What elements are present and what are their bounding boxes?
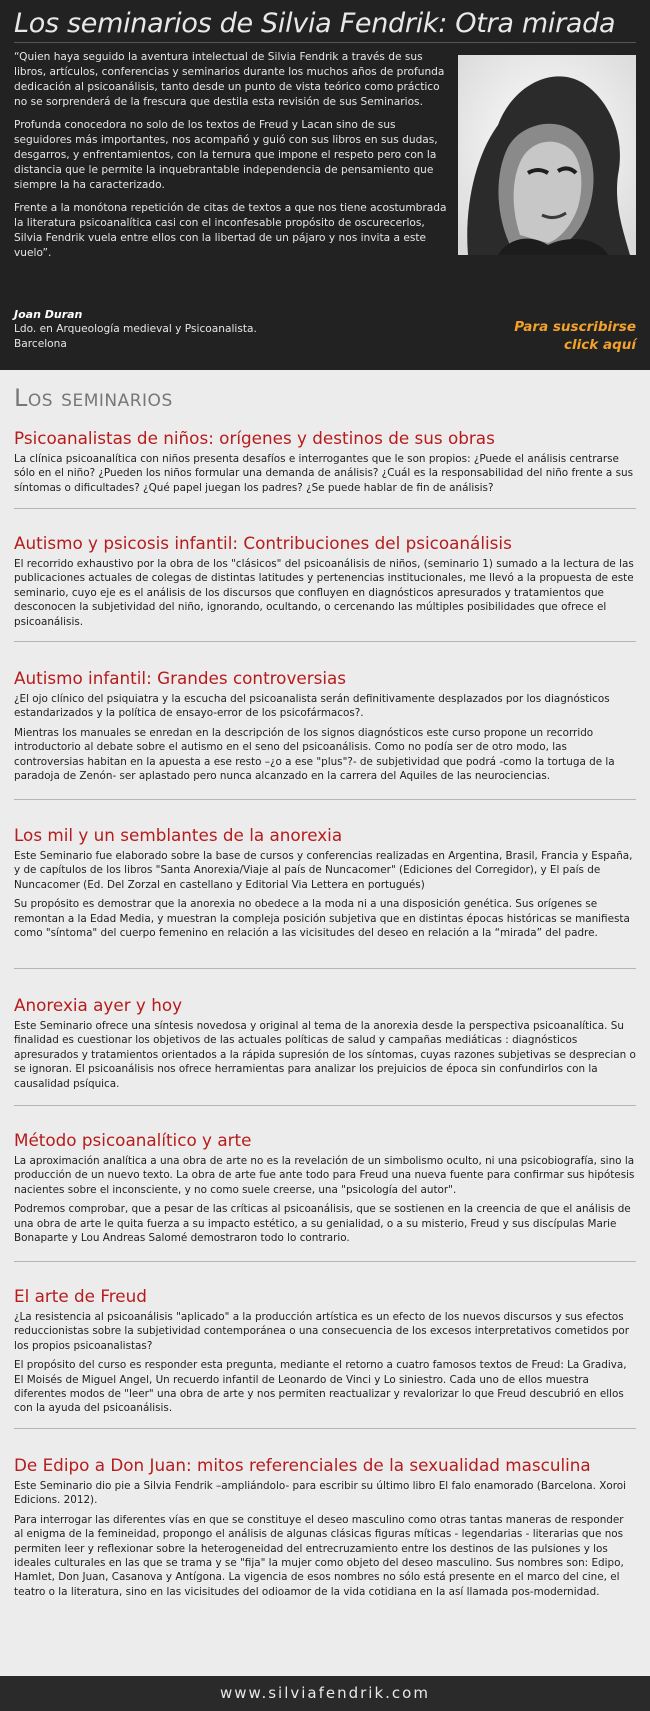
seminar-paragraph: Podremos comprobar, que a pesar de las críticas al psicoanálisis, que se sostienen en la creencia de que el análisis de una obra de arte le quita fuerza a su impacto estético, a su genialidad, o a su misterio, Freud y sus discípulas Marie Bonaparte y Lou Andreas Salomé demostraron todo lo contrario.	[14, 1203, 631, 1245]
seminar-title: Psicoanalistas de niños: orígenes y destinos de sus obras	[14, 428, 495, 448]
seminar-title: Anorexia ayer y hoy	[14, 995, 183, 1015]
seminar-item	[14, 1130, 636, 1250]
seminar-divider	[14, 1261, 636, 1262]
seminar-divider	[14, 1105, 636, 1106]
seminar-item	[14, 428, 636, 500]
seminar-title: Método psicoanalítico y arte	[14, 1130, 252, 1150]
page-title: Los seminarios de Silvia Fendrik: Otra mirada	[14, 8, 616, 39]
seminar-paragraph: Para interrogar las diferentes vías en que se constituye el deseo masculino como otras tantas maneras de responder al enigma de la femineidad, propongo el análisis de algunas clásicas figuras míticas - legendarias - literarias que nos permiten leer y reflexionar sobre la heterogeneidad del entrecruzamiento entre los destinos de las pulsiones y los ideales culturales en las que se trama y se "fija" la mujer como objeto del deseo masculino. Sus nombres son: Edipo, Hamlet, Don Juan, Casanova y Antígona. La vigencia de esos nombres no sólo está presente en el marco del cine, el teatro o la literatura, sino en las vicisitudes del odioamor de la vida cotidiana en la así llamada pos-modernidad.	[14, 1513, 624, 1598]
seminar-divider	[14, 641, 636, 642]
portrait-image	[458, 55, 636, 255]
seminar-divider	[14, 508, 636, 509]
seminar-paragraph: Este Seminario ofrece una síntesis novedosa y original al tema de la anorexia desde la perspectiva psicoanalítica. Su finalidad es cuestionar los objetivos de las actuales políticas de salud y campañas mediáticas : diagnósticos apresurados y tratamientos orientados a la rápida supresión de los síntomas, cuyas razones subjetivas se desprecian o se ignoran. El psicoanálisis nos ofrece herramientas para analizar los prejuicios de época sin confundirlos con la causalidad psíquica.	[14, 1020, 636, 1090]
seminar-title: Autismo infantil: Grandes controversias	[14, 668, 347, 688]
seminar-divider	[14, 799, 636, 800]
seminar-item	[14, 533, 636, 634]
seminar-item	[14, 995, 636, 1096]
seminar-paragraph: Su propósito es demostrar que la anorexia no obedece a la moda ni a una disposición genética. Sus orígenes se remontan a la Edad Media, y muestran la compleja posición subjetiva que en distintas épocas históricas se manifiesta como "síntoma" del cuerpo femenino en relación a las vicisitudes del deseo en relación a la “mirada” del padre.	[14, 898, 630, 940]
seminar-paragraph: ¿La resistencia al psicoanálisis "aplicado" a la producción artística es un efecto de los nuevos discursos y sus efectos reduccionistas sobre la subjetividad contemporánea o una consecuencia de los excesos interpretativos cometidos por los propios psicoanalistas?	[14, 1311, 630, 1352]
author-role: Ldo. en Arqueología medieval y Psicoanalista.	[14, 323, 257, 335]
site-url-link[interactable]: www.silviafendrik.com	[220, 1684, 430, 1702]
author-portrait-photo	[458, 55, 636, 255]
seminar-divider	[14, 968, 636, 969]
section-title: Los seminarios	[14, 384, 173, 412]
seminar-item	[14, 825, 636, 945]
author-name: Joan Duran	[14, 308, 83, 321]
author-city: Barcelona	[14, 338, 67, 350]
testimonial-quote	[14, 50, 454, 269]
seminar-paragraph: Este Seminario dio pie a Silvia Fendrik –ampliándolo- para escribir su último libro El falo enamorado (Barcelona. Xoroi Edicions. 2012).	[14, 1480, 627, 1507]
seminar-divider	[14, 1428, 636, 1429]
seminar-title: De Edipo a Don Juan: mitos referenciales de la sexualidad masculina	[14, 1455, 591, 1475]
seminar-paragraph: El propósito del curso es responder esta pregunta, mediante el retorno a cuatro famosos textos de Freud: La Gradiva, El Moisés de Miguel Angel, Un recuerdo infantil de Leonardo de Vinci y Lo siniestro. Cada uno de ellos muestra diferentes modos de "leer" una obra de arte y nos permiten reactualizar y revalorizar lo que Freud descubrió en ellos con la ayuda del psicoanálisis.	[14, 1359, 627, 1415]
seminar-title: Los mil y un semblantes de la anorexia	[14, 825, 343, 845]
title-divider	[14, 42, 636, 43]
subscribe-link[interactable]	[514, 318, 636, 354]
subscribe-line-2[interactable]: click aquí	[564, 337, 636, 353]
header-panel	[0, 0, 650, 370]
seminar-item	[14, 1455, 636, 1604]
quote-paragraph: “Quien haya seguido la aventura intelectual de Silvia Fendrik a través de sus libros, artículos, conferencias y seminarios durante los muchos años de profunda dedicación al psicoanálisis, tanto desde un punto de vista teórico como práctico no se sorprenderá de la frescura que destila esta revisión de sus Seminarios.	[14, 51, 445, 108]
seminar-paragraph: Este Seminario fue elaborado sobre la base de cursos y conferencias realizadas en Argentina, Brasil, Francia y España, y de capítulos de los libros "Santa Anorexia/Viaje al país de Nuncacomer" (Ediciones del Corregidor), y El país de Nuncacomer (Ed. Del Zorzal en castellano y Editorial Via Lettera en portugués)	[14, 850, 633, 891]
seminar-item	[14, 668, 636, 788]
seminar-title: Autismo y psicosis infantil: Contribuciones del psicoanálisis	[14, 533, 512, 553]
seminar-paragraph: Mientras los manuales se enredan en la descripción de los signos diagnósticos este curso propone un recorrido introductorio al debate sobre el autismo en el seno del psicoanálisis. Como no podía ser de otro modo, las controversias habitan en la apuesta a ese resto –¿o a ese "plus"?- de subjetividad que podrá -como la tortuga de la paradoja de Zenón- ser aplastado pero nunca alcanzado en la carrera del Aquiles de las neurociencias.	[14, 726, 615, 783]
seminar-paragraph: El recorrido exhaustivo por la obra de los "clásicos" del psicoanálisis de niños, (seminario 1) sumado a la lectura de las publicaciones actuales de colegas de distintas latitudes y pertenencias institucionales, me llevó a la propuesta de este seminario, cuyo eje es el análisis de los discursos que confluyen en diagnósticos apresurados y tratamientos que desconocen la subjetividad del niño, ignorando, ocultando, o cercenando las múltiples posibilidades que ofrece el psicoanálisis.	[14, 558, 634, 628]
footer-bar	[0, 1676, 650, 1711]
seminar-paragraph: La aproximación analítica a una obra de arte no es la revelación de un simbolismo oculto, ni una psicobiografía, sino la producción de un nuevo texto. La obra de arte fue ante todo para Freud una nueva fuente para confirmar sus hipótesis nacientes sobre el inconsciente, y no como suele creerse, una "psicología del autor".	[14, 1155, 635, 1196]
quote-paragraph: Frente a la monótona repetición de citas de textos a que nos tiene acostumbrada la literatura psicoanalítica casi con el inconfesable propósito de oscurecerlos, Silvia Fendrik vuela entre ellos con la libertad de un pájaro y nos invita a este vuelo”.	[14, 202, 447, 259]
seminar-paragraph: ¿El ojo clínico del psiquiatra y la escucha del psicoanalista serán definitivamente desplazados por los diagnósticos estandarizados y la política de ensayo-error de los psicofármacos?.	[14, 693, 610, 720]
subscribe-line-1[interactable]: Para suscribirse	[514, 319, 636, 335]
seminar-item	[14, 1286, 636, 1421]
seminar-title: El arte de Freud	[14, 1286, 147, 1306]
seminar-paragraph: La clínica psicoanalítica con niños presenta desafíos e interrogantes que le son propios: ¿Puede el análisis centrarse sólo en el niño? ¿Pueden los niños formular una demanda de análisis? ¿Cuál es la responsabilidad del niño frente a sus síntomas o dificultades? ¿Qué papel juegan los padres? ¿Se puede hablar de fin de análisis?	[14, 453, 633, 494]
quote-paragraph: Profunda conocedora no solo de los textos de Freud y Lacan sino de sus seguidores más importantes, nos acompañó y guió con sus libros en sus dudas, desgarros, y enfrentamientos, con la ternura que impone el respeto pero con la distancia que le permite la inquebrantable independencia de pensamiento que siempre la ha caracterizado.	[14, 119, 438, 191]
